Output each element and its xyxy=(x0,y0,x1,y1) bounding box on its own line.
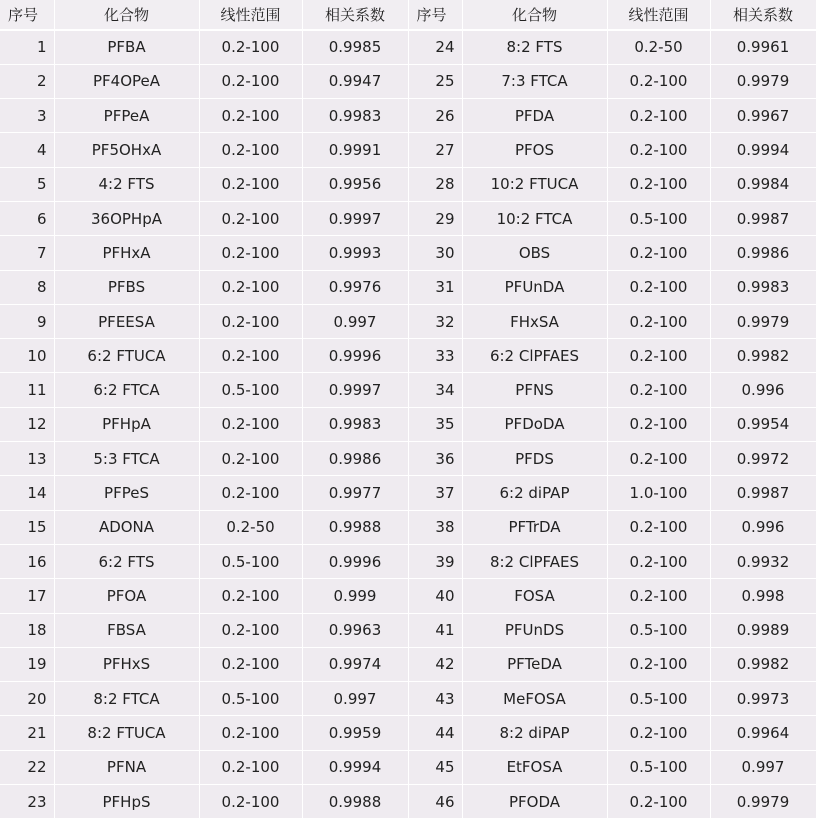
cell-index: 42 xyxy=(408,647,462,681)
cell-correlation: 0.9961 xyxy=(710,30,816,64)
cell-linear-range: 0.2-100 xyxy=(607,373,710,407)
cell-linear-range: 0.2-100 xyxy=(607,510,710,544)
cell-correlation: 0.9982 xyxy=(710,647,816,681)
cell-linear-range: 0.5-100 xyxy=(199,373,302,407)
cell-compound: OBS xyxy=(462,236,607,270)
cell-compound: 7:3 FTCA xyxy=(462,64,607,98)
cell-compound: PFUnDS xyxy=(462,613,607,647)
cell-linear-range: 0.2-100 xyxy=(199,304,302,338)
cell-compound: ADONA xyxy=(54,510,199,544)
cell-correlation: 0.9956 xyxy=(302,167,408,201)
cell-index: 1 xyxy=(0,30,54,64)
cell-correlation: 0.9996 xyxy=(302,339,408,373)
cell-index: 8 xyxy=(0,270,54,304)
cell-correlation: 0.9979 xyxy=(710,64,816,98)
cell-index: 34 xyxy=(408,373,462,407)
cell-correlation: 0.9986 xyxy=(710,236,816,270)
cell-linear-range: 0.2-100 xyxy=(199,579,302,613)
cell-correlation: 0.9964 xyxy=(710,716,816,750)
cell-linear-range: 0.2-100 xyxy=(199,133,302,167)
cell-compound: EtFOSA xyxy=(462,750,607,784)
cell-linear-range: 0.2-100 xyxy=(199,270,302,304)
cell-correlation: 0.9972 xyxy=(710,442,816,476)
cell-index: 25 xyxy=(408,64,462,98)
table-row xyxy=(0,99,816,133)
table-row xyxy=(0,442,816,476)
cell-linear-range: 1.0-100 xyxy=(607,476,710,510)
header-correlation: 相关系数 xyxy=(710,0,816,30)
cell-compound: MeFOSA xyxy=(462,682,607,716)
cell-correlation: 0.9983 xyxy=(302,99,408,133)
cell-index: 13 xyxy=(0,442,54,476)
cell-correlation: 0.9988 xyxy=(302,785,408,819)
table-row xyxy=(0,339,816,373)
cell-correlation: 0.9973 xyxy=(710,682,816,716)
cell-compound: PFNS xyxy=(462,373,607,407)
cell-correlation: 0.999 xyxy=(302,579,408,613)
cell-compound: PFOS xyxy=(462,133,607,167)
cell-compound: PFTrDA xyxy=(462,510,607,544)
cell-linear-range: 0.2-100 xyxy=(199,167,302,201)
cell-index: 45 xyxy=(408,750,462,784)
cell-index: 3 xyxy=(0,99,54,133)
table-row xyxy=(0,133,816,167)
table-row xyxy=(0,510,816,544)
cell-compound: FHxSA xyxy=(462,304,607,338)
cell-index: 4 xyxy=(0,133,54,167)
header-linear-range: 线性范围 xyxy=(199,0,302,30)
cell-index: 20 xyxy=(0,682,54,716)
cell-index: 9 xyxy=(0,304,54,338)
header-compound: 化合物 xyxy=(54,0,199,30)
table-row xyxy=(0,64,816,98)
cell-linear-range: 0.2-100 xyxy=(607,442,710,476)
cell-linear-range: 0.2-100 xyxy=(199,201,302,235)
cell-compound: PFHxS xyxy=(54,647,199,681)
cell-correlation: 0.997 xyxy=(710,750,816,784)
cell-linear-range: 0.2-100 xyxy=(199,442,302,476)
cell-compound: PFDS xyxy=(462,442,607,476)
table-row xyxy=(0,270,816,304)
cell-compound: PFBA xyxy=(54,30,199,64)
table-row xyxy=(0,647,816,681)
cell-index: 2 xyxy=(0,64,54,98)
cell-correlation: 0.997 xyxy=(302,304,408,338)
cell-compound: PFNA xyxy=(54,750,199,784)
cell-index: 16 xyxy=(0,544,54,578)
cell-correlation: 0.9976 xyxy=(302,270,408,304)
cell-compound: 10:2 FTUCA xyxy=(462,167,607,201)
cell-index: 40 xyxy=(408,579,462,613)
cell-index: 27 xyxy=(408,133,462,167)
cell-compound: PFOA xyxy=(54,579,199,613)
table-row xyxy=(0,236,816,270)
cell-correlation: 0.9983 xyxy=(710,270,816,304)
cell-index: 37 xyxy=(408,476,462,510)
header-index: 序号 xyxy=(408,0,462,30)
cell-index: 46 xyxy=(408,785,462,819)
cell-compound: PFEESA xyxy=(54,304,199,338)
cell-correlation: 0.9991 xyxy=(302,133,408,167)
cell-index: 26 xyxy=(408,99,462,133)
cell-correlation: 0.9996 xyxy=(302,544,408,578)
cell-index: 36 xyxy=(408,442,462,476)
cell-index: 17 xyxy=(0,579,54,613)
cell-correlation: 0.9982 xyxy=(710,339,816,373)
cell-correlation: 0.998 xyxy=(710,579,816,613)
cell-index: 35 xyxy=(408,407,462,441)
cell-linear-range: 0.2-100 xyxy=(199,613,302,647)
cell-compound: 4:2 FTS xyxy=(54,167,199,201)
cell-index: 5 xyxy=(0,167,54,201)
cell-correlation: 0.9932 xyxy=(710,544,816,578)
cell-compound: 8:2 FTUCA xyxy=(54,716,199,750)
cell-compound: 6:2 ClPFAES xyxy=(462,339,607,373)
cell-index: 32 xyxy=(408,304,462,338)
cell-linear-range: 0.2-100 xyxy=(607,407,710,441)
cell-linear-range: 0.5-100 xyxy=(607,613,710,647)
cell-linear-range: 0.2-50 xyxy=(199,510,302,544)
cell-compound: 5:3 FTCA xyxy=(54,442,199,476)
cell-index: 41 xyxy=(408,613,462,647)
cell-index: 22 xyxy=(0,750,54,784)
cell-compound: PFHpS xyxy=(54,785,199,819)
cell-correlation: 0.9994 xyxy=(302,750,408,784)
table-row xyxy=(0,167,816,201)
table-row xyxy=(0,30,816,64)
table-row xyxy=(0,579,816,613)
cell-correlation: 0.9989 xyxy=(710,613,816,647)
cell-linear-range: 0.2-100 xyxy=(199,407,302,441)
cell-index: 44 xyxy=(408,716,462,750)
cell-index: 33 xyxy=(408,339,462,373)
cell-linear-range: 0.2-100 xyxy=(199,785,302,819)
table-row xyxy=(0,407,816,441)
table-row xyxy=(0,373,816,407)
cell-linear-range: 0.2-100 xyxy=(607,647,710,681)
cell-linear-range: 0.2-100 xyxy=(199,99,302,133)
table-row xyxy=(0,544,816,578)
cell-index: 24 xyxy=(408,30,462,64)
cell-index: 39 xyxy=(408,544,462,578)
cell-linear-range: 0.2-100 xyxy=(607,167,710,201)
cell-index: 19 xyxy=(0,647,54,681)
cell-compound: PF5OHxA xyxy=(54,133,199,167)
cell-compound: PFBS xyxy=(54,270,199,304)
cell-linear-range: 0.2-100 xyxy=(607,133,710,167)
header-row xyxy=(0,0,816,30)
cell-index: 21 xyxy=(0,716,54,750)
cell-linear-range: 0.2-100 xyxy=(607,270,710,304)
cell-linear-range: 0.2-100 xyxy=(607,99,710,133)
cell-compound: 8:2 FTS xyxy=(462,30,607,64)
table-row xyxy=(0,785,816,819)
cell-compound: 8:2 diPAP xyxy=(462,716,607,750)
cell-compound: 10:2 FTCA xyxy=(462,201,607,235)
table-row xyxy=(0,304,816,338)
cell-correlation: 0.997 xyxy=(302,682,408,716)
cell-linear-range: 0.2-100 xyxy=(199,30,302,64)
cell-index: 10 xyxy=(0,339,54,373)
cell-compound: PF4OPeA xyxy=(54,64,199,98)
cell-linear-range: 0.2-100 xyxy=(607,716,710,750)
cell-index: 23 xyxy=(0,785,54,819)
cell-linear-range: 0.5-100 xyxy=(607,682,710,716)
table-row xyxy=(0,716,816,750)
cell-compound: PFTeDA xyxy=(462,647,607,681)
cell-linear-range: 0.5-100 xyxy=(199,682,302,716)
cell-compound: 6:2 diPAP xyxy=(462,476,607,510)
cell-correlation: 0.996 xyxy=(710,373,816,407)
cell-linear-range: 0.5-100 xyxy=(607,201,710,235)
cell-compound: FOSA xyxy=(462,579,607,613)
cell-linear-range: 0.2-100 xyxy=(199,64,302,98)
cell-linear-range: 0.2-100 xyxy=(199,750,302,784)
cell-correlation: 0.9988 xyxy=(302,510,408,544)
cell-correlation: 0.9963 xyxy=(302,613,408,647)
cell-linear-range: 0.2-100 xyxy=(199,339,302,373)
cell-correlation: 0.9974 xyxy=(302,647,408,681)
header-linear-range: 线性范围 xyxy=(607,0,710,30)
cell-index: 38 xyxy=(408,510,462,544)
cell-compound: 8:2 ClPFAES xyxy=(462,544,607,578)
cell-index: 30 xyxy=(408,236,462,270)
table-row xyxy=(0,201,816,235)
cell-linear-range: 0.5-100 xyxy=(607,750,710,784)
cell-correlation: 0.9984 xyxy=(710,167,816,201)
table-row xyxy=(0,750,816,784)
cell-index: 7 xyxy=(0,236,54,270)
cell-compound: PFUnDA xyxy=(462,270,607,304)
cell-correlation: 0.9997 xyxy=(302,201,408,235)
cell-linear-range: 0.2-100 xyxy=(199,647,302,681)
cell-linear-range: 0.2-100 xyxy=(607,544,710,578)
cell-correlation: 0.9979 xyxy=(710,785,816,819)
cell-index: 12 xyxy=(0,407,54,441)
cell-linear-range: 0.2-100 xyxy=(607,236,710,270)
table-row xyxy=(0,682,816,716)
cell-correlation: 0.9983 xyxy=(302,407,408,441)
cell-correlation: 0.9967 xyxy=(710,99,816,133)
table-row xyxy=(0,476,816,510)
header-compound: 化合物 xyxy=(462,0,607,30)
cell-index: 43 xyxy=(408,682,462,716)
cell-correlation: 0.9987 xyxy=(710,201,816,235)
cell-linear-range: 0.2-100 xyxy=(607,304,710,338)
cell-linear-range: 0.2-50 xyxy=(607,30,710,64)
cell-linear-range: 0.2-100 xyxy=(199,236,302,270)
cell-correlation: 0.9986 xyxy=(302,442,408,476)
cell-correlation: 0.9954 xyxy=(710,407,816,441)
cell-correlation: 0.996 xyxy=(710,510,816,544)
cell-compound: PFPeS xyxy=(54,476,199,510)
cell-index: 11 xyxy=(0,373,54,407)
cell-index: 28 xyxy=(408,167,462,201)
table-row xyxy=(0,613,816,647)
cell-compound: PFDoDA xyxy=(462,407,607,441)
cell-correlation: 0.9947 xyxy=(302,64,408,98)
cell-linear-range: 0.2-100 xyxy=(199,476,302,510)
cell-compound: PFPeA xyxy=(54,99,199,133)
cell-linear-range: 0.2-100 xyxy=(199,716,302,750)
cell-correlation: 0.9977 xyxy=(302,476,408,510)
cell-correlation: 0.9985 xyxy=(302,30,408,64)
cell-compound: 6:2 FTS xyxy=(54,544,199,578)
cell-index: 14 xyxy=(0,476,54,510)
cell-index: 31 xyxy=(408,270,462,304)
cell-index: 29 xyxy=(408,201,462,235)
cell-compound: 6:2 FTUCA xyxy=(54,339,199,373)
header-correlation: 相关系数 xyxy=(302,0,408,30)
cell-compound: 6:2 FTCA xyxy=(54,373,199,407)
cell-index: 6 xyxy=(0,201,54,235)
cell-correlation: 0.9987 xyxy=(710,476,816,510)
cell-index: 15 xyxy=(0,510,54,544)
cell-compound: PFDA xyxy=(462,99,607,133)
cell-compound: 36OPHpA xyxy=(54,201,199,235)
cell-linear-range: 0.2-100 xyxy=(607,579,710,613)
cell-correlation: 0.9993 xyxy=(302,236,408,270)
header-index: 序号 xyxy=(0,0,54,30)
cell-compound: PFHxA xyxy=(54,236,199,270)
cell-linear-range: 0.5-100 xyxy=(199,544,302,578)
cell-compound: PFHpA xyxy=(54,407,199,441)
cell-correlation: 0.9997 xyxy=(302,373,408,407)
cell-compound: PFODA xyxy=(462,785,607,819)
cell-linear-range: 0.2-100 xyxy=(607,339,710,373)
cell-correlation: 0.9959 xyxy=(302,716,408,750)
cell-linear-range: 0.2-100 xyxy=(607,64,710,98)
table-body xyxy=(0,30,816,819)
cell-compound: FBSA xyxy=(54,613,199,647)
cell-index: 18 xyxy=(0,613,54,647)
cell-correlation: 0.9979 xyxy=(710,304,816,338)
cell-correlation: 0.9994 xyxy=(710,133,816,167)
cell-linear-range: 0.2-100 xyxy=(607,785,710,819)
cell-compound: 8:2 FTCA xyxy=(54,682,199,716)
